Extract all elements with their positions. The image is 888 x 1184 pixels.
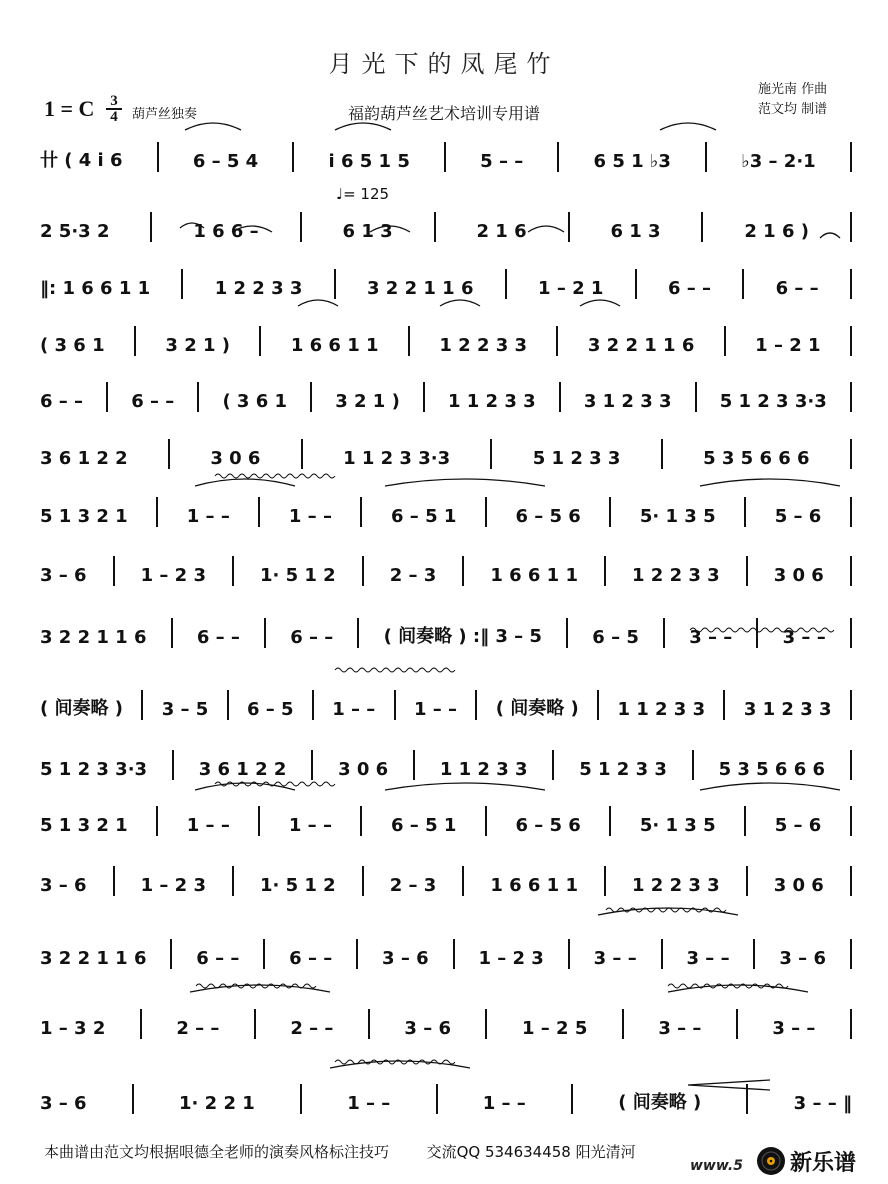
score-row <box>40 435 852 469</box>
score-measure: 3 0 6 <box>210 448 261 469</box>
bar-line <box>434 212 436 242</box>
bar-line <box>663 618 665 648</box>
slur-arc <box>335 123 391 130</box>
bar-line <box>622 1009 624 1039</box>
score-measure: 3 2 1 ) <box>335 391 400 412</box>
score-measure: ( 3 6 1 <box>222 391 288 412</box>
score-measure: ( 间奏略 ) <box>40 698 123 719</box>
score-measure: 1· 2 2 1 <box>179 1093 255 1114</box>
score-measure: 1· 5 1 2 <box>259 565 336 586</box>
bar-line <box>300 212 302 242</box>
score-row <box>40 1005 852 1039</box>
score-measure: 1 – – <box>347 1093 391 1114</box>
bar-line <box>259 326 261 356</box>
credits <box>758 80 827 120</box>
score-row <box>40 746 852 780</box>
score-row <box>40 1080 852 1114</box>
score-measure: 1 6 6 – <box>193 221 259 242</box>
score-measure: 2 5·3 2 <box>40 221 110 242</box>
bar-line <box>744 806 746 836</box>
trill-wavy-line <box>196 984 316 988</box>
bar-line <box>356 939 358 969</box>
bar-line <box>362 866 364 896</box>
bar-line <box>258 497 260 527</box>
score-measure: 1 – 2 1 <box>755 335 821 356</box>
score-measure: 2 1 6 <box>476 221 527 242</box>
score-measure: 3 2 2 1 1 6 <box>366 278 474 299</box>
score-measure: 1 6 6 1 1 <box>490 565 579 586</box>
bar-line <box>746 1084 748 1114</box>
bar-line <box>566 618 568 648</box>
bar-line <box>312 690 314 720</box>
score-measure: 1 6 6 1 1 <box>290 335 379 356</box>
score-measure: 5 1 2 3 3 <box>532 448 621 469</box>
score-measure: 1 – 2 3 <box>140 875 206 896</box>
score-measure: 5 1 2 3 3·3 <box>40 759 148 780</box>
bar-line <box>334 269 336 299</box>
score-measure: 3 – 6 <box>40 565 87 586</box>
bar-line <box>753 939 755 969</box>
bar-line <box>227 690 229 720</box>
slur-arc <box>385 783 545 790</box>
slur-arc <box>330 1061 470 1068</box>
bar-line <box>485 1009 487 1039</box>
slur-arc <box>385 479 545 486</box>
score-row <box>40 802 852 836</box>
footer-contact: 交流QQ 534634458 阳光清河 <box>426 1143 636 1161</box>
trill-wavy-line <box>335 668 455 672</box>
bar-line <box>264 618 266 648</box>
score-measure: 1 1 2 3 3·3 <box>343 448 451 469</box>
score-measure: 6 – 5 <box>592 627 639 648</box>
score-measure: 5 3 5 6 6 6 <box>703 448 810 469</box>
footer-note: 本曲谱由范文均根据哏德全老师的演奏风格标注技巧 <box>44 1143 390 1161</box>
bar-line <box>609 497 611 527</box>
bar-line <box>850 326 852 356</box>
bar-line <box>362 556 364 586</box>
score-measure: 1 – – <box>482 1093 526 1114</box>
bar-line <box>157 142 159 172</box>
score-measure: 6 – 5 1 <box>391 506 457 527</box>
bar-line <box>568 939 570 969</box>
bar-line <box>485 497 487 527</box>
score-measure: 卄 ( 4 i̇ 6 <box>40 150 123 171</box>
score-measure: 5· 1 3 5 <box>639 506 716 527</box>
bar-line <box>552 750 554 780</box>
score-measure: 1 – 2 5 <box>521 1018 588 1039</box>
score-measure: 3 2 1 ) <box>165 335 231 356</box>
bar-line <box>462 556 464 586</box>
score-measure: 1 2 2 3 3 <box>632 875 720 896</box>
bar-line <box>197 382 199 412</box>
score-measure: 1 – 2 3 <box>478 948 544 969</box>
score-measure: 5 – 6 <box>774 506 822 527</box>
bar-line <box>744 497 746 527</box>
bar-line <box>850 939 852 969</box>
score-measure: 5 – – <box>480 151 524 172</box>
score-measure: 1 – – <box>186 815 230 836</box>
score-measure: 3 0 6 <box>773 565 824 586</box>
score-measure: 6 – – <box>290 627 334 648</box>
score-row <box>40 138 852 172</box>
bar-line <box>172 750 174 780</box>
bar-line <box>171 618 173 648</box>
score-measure: 5 1 3 2 1 <box>40 815 128 836</box>
score-measure: 3 2 2 1 1 6 <box>587 335 695 356</box>
score-row <box>40 493 852 527</box>
score-measure: 6 – 5 <box>246 699 294 720</box>
bar-line <box>170 939 172 969</box>
score-measure: 2 – 3 <box>389 875 437 896</box>
bar-line <box>850 142 852 172</box>
slur-arc <box>190 985 330 992</box>
slur-arc <box>598 908 738 915</box>
score-measure: 1 2 2 3 3 <box>632 565 720 586</box>
score-row <box>40 378 852 412</box>
bar-line <box>568 212 570 242</box>
score-measure: 3 – 6 <box>40 875 87 896</box>
bar-line <box>140 1009 142 1039</box>
score-measure: 3 – – <box>686 948 730 969</box>
score-measure: 3 2 2 1 1 6 <box>40 948 147 969</box>
arranger-credit: 范文均 制谱 <box>758 102 828 117</box>
score-measure: 5 1 3 2 1 <box>40 506 128 527</box>
bar-line <box>132 1084 134 1114</box>
bar-line <box>408 326 410 356</box>
bar-line <box>141 690 143 720</box>
score-measure: 6 1 3 <box>342 221 393 242</box>
bar-line <box>113 556 115 586</box>
bar-line <box>505 269 507 299</box>
slur-arc <box>440 300 480 306</box>
bar-line <box>360 497 362 527</box>
score-measure: 3 0 6 <box>338 759 389 780</box>
score-measure: 3 – – <box>689 627 733 648</box>
score-measure: 1 – 3 2 <box>40 1018 106 1039</box>
instrument-label: 葫芦丝独奏 <box>132 107 198 122</box>
score-measure: 6 1 3 <box>610 221 661 242</box>
bar-line <box>168 439 170 469</box>
score-measure: 1 – – <box>288 815 332 836</box>
score-measure: 1 1 2 3 3 <box>447 391 536 412</box>
bar-line <box>490 439 492 469</box>
score-measure: 6 – – <box>196 948 240 969</box>
bar-line <box>571 1084 573 1114</box>
slur-arc <box>298 300 338 306</box>
score-measure: 1 1 2 3 3 <box>617 699 706 720</box>
bar-line <box>475 690 477 720</box>
bar-line <box>850 269 852 299</box>
score-measure: 6 – 5 4 <box>192 151 259 172</box>
score-measure: ♭3 – 2·1 <box>741 151 816 172</box>
bar-line <box>604 866 606 896</box>
score-measure: 3 – 6 <box>404 1018 451 1039</box>
bar-line <box>360 806 362 836</box>
slur-arc <box>580 300 620 306</box>
bar-line <box>232 866 234 896</box>
bar-line <box>556 326 558 356</box>
score-measure: 2 1 6 ) <box>744 221 809 242</box>
bar-line <box>232 556 234 586</box>
score-measure: 6 – 5 6 <box>515 506 581 527</box>
bar-line <box>635 269 637 299</box>
score-measure: 1 – – <box>288 506 332 527</box>
trill-wavy-line <box>215 474 335 478</box>
bar-line <box>701 212 703 242</box>
bar-line <box>181 269 183 299</box>
score-measure: 6 – – <box>775 278 819 299</box>
score-measure: ‖: 1 6 6 1 1 <box>40 278 151 299</box>
bar-line <box>746 556 748 586</box>
score-measure: ( 间奏略 ) :‖ 3 – 5 <box>383 626 542 647</box>
bar-line <box>156 497 158 527</box>
bar-line <box>436 1084 438 1114</box>
bar-line <box>462 866 464 896</box>
score-measure: 6 – – <box>196 627 240 648</box>
bar-line <box>850 1009 852 1039</box>
slur-arc <box>700 479 840 486</box>
score-measure: 6 – – <box>131 391 175 412</box>
score-measure: ( 间奏略 ) <box>495 698 579 719</box>
bar-line <box>310 382 312 412</box>
bar-line <box>292 142 294 172</box>
bar-line <box>661 939 663 969</box>
score-measure: 2 – 3 <box>389 565 437 586</box>
score-measure: 1 2 2 3 3 <box>214 278 303 299</box>
bar-line <box>850 806 852 836</box>
score-measure: 1 – – <box>414 699 458 720</box>
bar-line <box>106 382 108 412</box>
bar-line <box>850 212 852 242</box>
bar-line <box>850 439 852 469</box>
score-measure: 3 – 5 <box>161 699 209 720</box>
bar-line <box>423 382 425 412</box>
score-row <box>40 686 852 720</box>
score-measure: 2 – – <box>290 1018 334 1039</box>
score-measure: 6 – – <box>40 391 84 412</box>
score-measure: 1 – 2 3 <box>140 565 206 586</box>
bar-line <box>597 690 599 720</box>
score-measure: i̇ 6 5 1 5 <box>328 151 410 172</box>
score-measure: 6 – 5 1 <box>391 815 457 836</box>
score-measure: 3 6 1 2 2 <box>40 448 128 469</box>
bar-line <box>742 269 744 299</box>
score-measure: 6 5 1 ♭3 <box>593 151 671 172</box>
score-measure: 3 0 6 <box>773 875 824 896</box>
trill-wavy-line <box>606 908 726 912</box>
score-measure: 3 – 6 <box>779 948 826 969</box>
bar-line <box>413 750 415 780</box>
score-row <box>40 265 852 299</box>
score-row <box>40 322 852 356</box>
bar-line <box>736 1009 738 1039</box>
score-measure: 3 1 2 3 3 <box>583 391 672 412</box>
bar-line <box>357 618 359 648</box>
score-row <box>40 552 852 586</box>
subtitle: 福韵葫芦丝艺术培训专用谱 <box>347 104 540 123</box>
slur-arc <box>700 783 840 790</box>
bar-line <box>756 618 758 648</box>
score-measure: 1 1 2 3 3 <box>439 759 528 780</box>
score-measure: 1 6 6 1 1 <box>490 875 579 896</box>
score-measure: 6 – – <box>667 278 712 299</box>
score-row <box>40 208 852 242</box>
bar-line <box>311 750 313 780</box>
bar-line <box>485 806 487 836</box>
page-title: 月光下的凤尾竹 <box>328 50 560 78</box>
score-measure: 3 6 1 2 2 <box>198 759 287 780</box>
score-measure: 5 – 6 <box>774 815 822 836</box>
vinyl-record-icon <box>756 1146 786 1176</box>
score-measure: 5 1 2 3 3·3 <box>719 391 827 412</box>
trill-wavy-line <box>668 984 788 988</box>
bar-line <box>695 382 697 412</box>
bar-line <box>453 939 455 969</box>
score-measure: 5 3 5 6 6 6 <box>718 759 826 780</box>
bar-line <box>134 326 136 356</box>
score-measure: 3 – 6 <box>382 948 429 969</box>
score-measure: 3 1 2 3 3 <box>743 699 832 720</box>
composer-credit: 施光南 作曲 <box>758 82 828 97</box>
score-row <box>40 862 852 896</box>
score-measure: 3 – – <box>593 948 637 969</box>
bar-line <box>850 618 852 648</box>
bar-line <box>301 439 303 469</box>
brand-name: 新乐谱 <box>790 1150 857 1176</box>
score-measure: ( 3 6 1 <box>40 335 105 356</box>
score-measure: 3 – – <box>782 627 826 648</box>
bar-line <box>444 142 446 172</box>
score-measure: 3 – – <box>658 1018 702 1039</box>
slur-arc <box>195 783 295 790</box>
bar-line <box>746 866 748 896</box>
bar-line <box>156 806 158 836</box>
bar-line <box>850 382 852 412</box>
bar-line <box>263 939 265 969</box>
score-measure: 6 – – <box>289 948 333 969</box>
score-measure: 1· 5 1 2 <box>259 875 336 896</box>
score-measure: 3 – 6 <box>40 1093 87 1114</box>
bar-line <box>609 806 611 836</box>
site-watermark: www.5 <box>690 1158 743 1174</box>
bar-line <box>150 212 152 242</box>
bar-line <box>724 326 726 356</box>
slur-arc <box>185 123 241 130</box>
bar-line <box>258 806 260 836</box>
score-measure: 1 2 2 3 3 <box>439 335 528 356</box>
slur-arc <box>660 123 716 130</box>
bar-line <box>692 750 694 780</box>
score-measure: 2 – – <box>176 1018 220 1039</box>
key-signature: 1 = C <box>44 96 95 121</box>
bar-line <box>113 866 115 896</box>
bar-line <box>850 750 852 780</box>
bar-line <box>705 142 707 172</box>
bar-line <box>850 497 852 527</box>
score-measure: 3 2 2 1 1 6 <box>40 627 147 648</box>
footer-text <box>44 1141 636 1162</box>
score-measure: 1 – – <box>332 699 376 720</box>
score-measure: 5 1 2 3 3 <box>579 759 667 780</box>
brand-logo[interactable] <box>756 1143 882 1179</box>
bar-line <box>300 1084 302 1114</box>
bar-line <box>394 690 396 720</box>
slur-arc <box>668 985 808 992</box>
time-signature-top: 3 <box>110 93 118 109</box>
score-row <box>40 935 852 969</box>
bar-line <box>604 556 606 586</box>
score-measure: 1 – 2 1 <box>538 278 604 299</box>
bar-line <box>850 866 852 896</box>
trill-wavy-line <box>215 782 335 786</box>
score-measure: 3 – – ‖ <box>793 1093 852 1114</box>
slur-arc <box>195 479 295 486</box>
bar-line <box>557 142 559 172</box>
bar-line <box>850 556 852 586</box>
score-measure: 3 – – <box>772 1018 816 1039</box>
score-measure: 1 – – <box>186 506 230 527</box>
tempo-marking: ♩= 125 <box>336 185 390 203</box>
bar-line <box>723 690 725 720</box>
bar-line <box>254 1009 256 1039</box>
score-measure: 6 – 5 6 <box>515 815 581 836</box>
trill-wavy-line <box>335 1060 455 1064</box>
score-measure: ( 间奏略 ) <box>618 1092 702 1113</box>
score-row <box>40 614 852 648</box>
bar-line <box>368 1009 370 1039</box>
bar-line <box>559 382 561 412</box>
score-measure: 5· 1 3 5 <box>639 815 716 836</box>
time-signature-bottom: 4 <box>110 109 118 125</box>
bar-line <box>850 690 852 720</box>
bar-line <box>661 439 663 469</box>
